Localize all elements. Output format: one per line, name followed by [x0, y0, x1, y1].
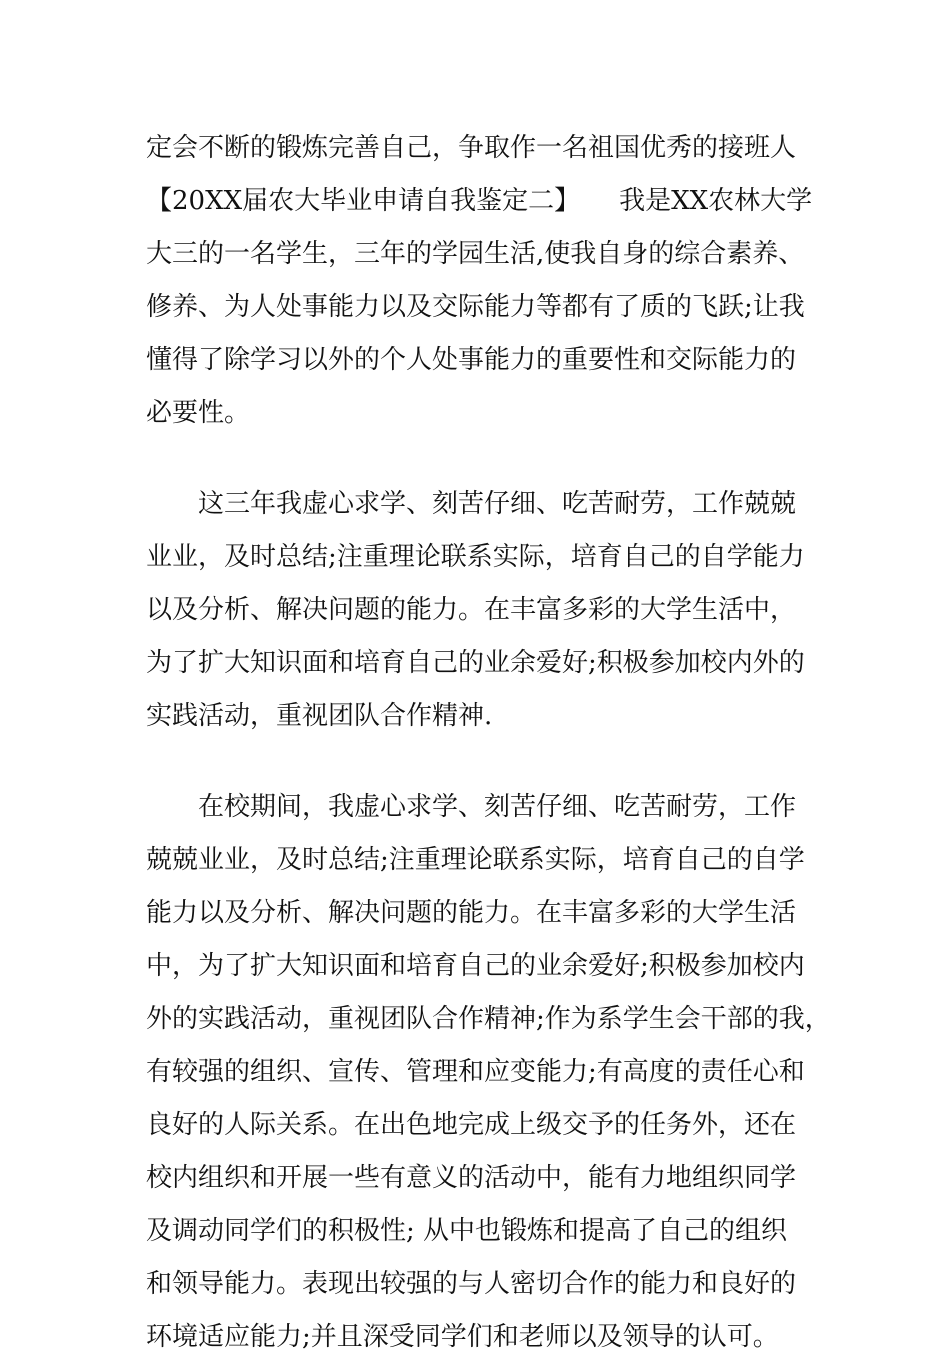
paragraph-1 — [146, 122, 836, 440]
text-line: 在校期间，我虚心求学、刻苦仔细、吃苦耐劳，工作 — [198, 792, 797, 822]
paragraph-gap — [146, 743, 836, 781]
text-line: 实践活动，重视团队合作精神. — [146, 701, 493, 731]
text-line: 中，为了扩大知识面和培育自己的业余爱好;积极参加校内 — [146, 951, 805, 981]
text-line: 外的实践活动，重视团队合作精神;作为系学生会干部的我， — [146, 1004, 831, 1034]
text-line: 定会不断的锻炼完善自己，争取作一名祖国优秀的接班人 — [146, 133, 797, 163]
text-line: 良好的人际关系。在出色地完成上级交予的任务外，还在 — [146, 1110, 797, 1140]
text-line: 有较强的组织、宣传、管理和应变能力;有高度的责任心和 — [146, 1057, 805, 1087]
text-line: 兢兢业业，及时总结;注重理论联系实际，培育自己的自学 — [146, 845, 805, 875]
text-line: 必要性。 — [146, 398, 251, 428]
text-line: 大三的一名学生，三年的学园生活,使我自身的综合素养、 — [146, 239, 805, 269]
text-line: 及调动同学们的积极性; 从中也锻炼和提高了自己的组织 — [146, 1216, 788, 1246]
text-line: 懂得了除学习以外的个人处事能力的重要性和交际能力的 — [146, 345, 797, 375]
section-heading-line: 【20XX届农大毕业申请自我鉴定二】 我是XX农林大学 — [146, 186, 813, 216]
text-line: 以及分析、解决问题的能力。在丰富多彩的大学生活中， — [146, 595, 797, 625]
document-body — [146, 122, 836, 1364]
text-line: 校内组织和开展一些有意义的活动中，能有力地组织同学 — [146, 1163, 797, 1193]
text-line: 为了扩大知识面和培育自己的业余爱好;积极参加校内外的 — [146, 648, 805, 678]
paragraph-gap — [146, 440, 836, 478]
text-line: 和领导能力。表现出较强的与人密切合作的能力和良好的 — [146, 1269, 797, 1299]
text-line: 业业，及时总结;注重理论联系实际，培育自己的自学能力 — [146, 542, 805, 572]
text-line: 环境适应能力;并且深受同学们和老师以及领导的认可。 — [146, 1322, 779, 1352]
text-line: 修养、为人处事能力以及交际能力等都有了质的飞跃;让我 — [146, 292, 805, 322]
paragraph-2 — [146, 478, 836, 743]
text-line: 这三年我虚心求学、刻苦仔细、吃苦耐劳，工作兢兢 — [198, 489, 797, 519]
text-line: 能力以及分析、解决问题的能力。在丰富多彩的大学生活 — [146, 898, 797, 928]
paragraph-3 — [146, 781, 836, 1364]
